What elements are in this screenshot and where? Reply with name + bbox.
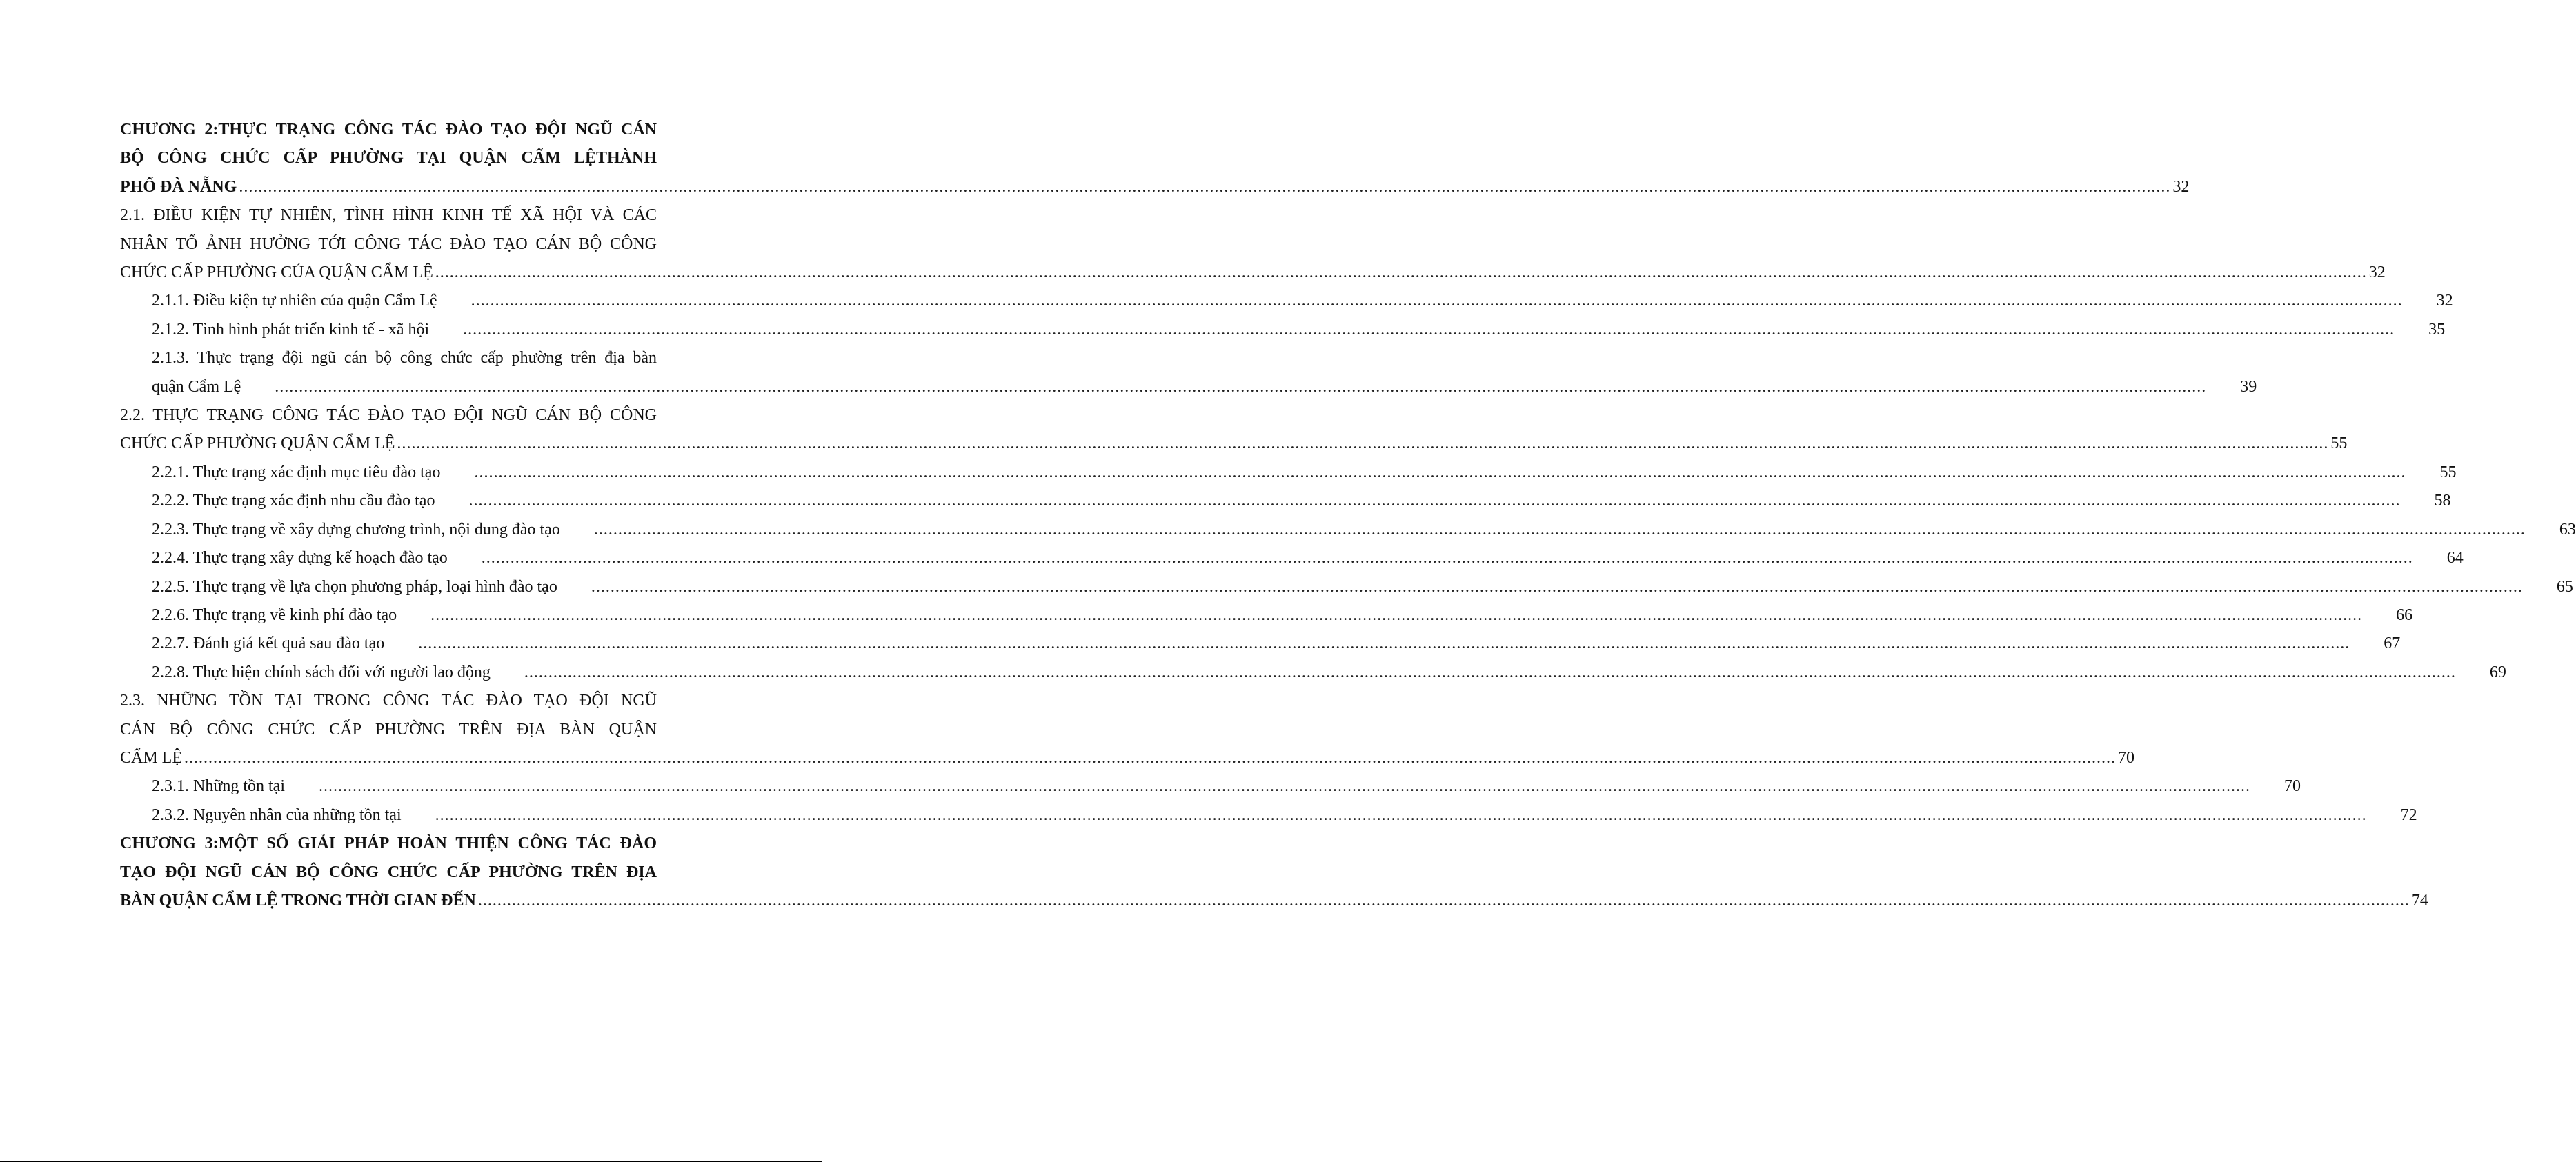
toc-entry-title: 2.2.4. Thực trạng xây dựng kế hoạch đào tạo — [152, 549, 448, 568]
toc-page-number: 63 — [2559, 520, 2576, 539]
toc-entry-final-line — [120, 316, 2446, 344]
toc-entry-text-line: 2.2. THỰC TRẠNG CÔNG TÁC ĐÀO TẠO ĐỘI NGŨ CÁN BỘ CÔNG — [120, 406, 657, 425]
dot-leader: ................................................................................................................................................................................................................................................................................................................................................................................................................ — [524, 663, 2456, 681]
toc-entry-title: 2.2.6. Thực trạng về kinh phí đào tạo — [152, 605, 397, 624]
toc-entry[interactable] — [120, 516, 2576, 544]
dot-leader: ................................................................................................................................................................................................................................................................................................................................................................................................................ — [397, 434, 2329, 453]
toc-entry-text-line: 2.1. ĐIỀU KIỆN TỰ NHIÊN, TÌNH HÌNH KINH TẾ XÃ HỘI VÀ CÁC — [120, 206, 657, 225]
toc-page-number: 74 — [2411, 891, 2428, 910]
toc-entry-title: 2.3.2. Nguyên nhân của những tồn tại — [152, 805, 402, 824]
toc-entry-final-line — [120, 487, 2451, 515]
toc-entry-text-line: NHÂN TỐ ẢNH HƯỞNG TỚI CÔNG TÁC ĐÀO TẠO CÁN BỘ CÔNG — [120, 234, 657, 253]
table-of-contents — [120, 116, 2576, 915]
toc-entry-text-line: CÁN BỘ CÔNG CHỨC CẤP PHƯỜNG TRÊN ĐỊA BÀN QUẬN — [120, 720, 657, 739]
toc-entry[interactable] — [120, 201, 2386, 287]
dot-leader: ................................................................................................................................................................................................................................................................................................................................................................................................................ — [481, 549, 2413, 568]
toc-entry[interactable] — [120, 487, 2451, 515]
toc-entry-title: 2.1.2. Tình hình phát triển kinh tế - xã hội — [152, 320, 430, 339]
toc-entry[interactable] — [120, 801, 2417, 830]
toc-page-number: 72 — [2400, 805, 2417, 824]
toc-page-number: 55 — [2439, 463, 2457, 481]
toc-entry-final-line — [120, 259, 2386, 287]
toc-entry-title: 2.1.1. Điều kiện tự nhiên của quận Cẩm Lệ — [152, 292, 437, 310]
toc-entry-title: quận Cẩm Lệ — [152, 377, 241, 396]
toc-entry-text-line: CHƯƠNG 2:THỰC TRẠNG CÔNG TÁC ĐÀO TẠO ĐỘI NGŨ CÁN — [120, 121, 657, 139]
toc-entry[interactable] — [120, 772, 2301, 801]
toc-page-number: 70 — [2284, 777, 2301, 796]
toc-entry-text-line: TẠO ĐỘI NGŨ CÁN BỘ CÔNG CHỨC CẤP PHƯỜNG TRÊN ĐỊA — [120, 863, 657, 881]
dot-leader: ................................................................................................................................................................................................................................................................................................................................................................................................................ — [435, 263, 2367, 282]
toc-entry-final-line — [120, 887, 2428, 915]
toc-page-number: 67 — [2384, 634, 2401, 653]
toc-entry[interactable] — [120, 659, 2506, 687]
toc-entry-final-line — [120, 459, 2457, 487]
dot-leader: ................................................................................................................................................................................................................................................................................................................................................................................................................ — [468, 492, 2401, 510]
toc-page-number: 35 — [2428, 320, 2446, 339]
toc-entry-title: 2.2.7. Đánh giá kết quả sau đào tạo — [152, 634, 385, 653]
dot-leader: ................................................................................................................................................................................................................................................................................................................................................................................................................ — [463, 320, 2395, 339]
dot-leader: ................................................................................................................................................................................................................................................................................................................................................................................................................ — [470, 292, 2403, 310]
dot-leader: ................................................................................................................................................................................................................................................................................................................................................................................................................ — [184, 748, 2116, 767]
toc-entry-final-line — [120, 801, 2417, 830]
toc-entry-final-line — [120, 630, 2401, 658]
toc-entry[interactable] — [120, 573, 2573, 601]
toc-entry-title: PHỐ ĐÀ NẴNG — [120, 177, 237, 196]
toc-page-number: 69 — [2489, 663, 2506, 681]
toc-entry-title: 2.2.8. Thực hiện chính sách đối với người lao động — [152, 663, 491, 681]
toc-page-number: 70 — [2118, 748, 2134, 767]
toc-entry-title: BÀN QUẬN CẨM LỆ TRONG THỜI GIAN ĐẾN — [120, 891, 476, 910]
toc-entry[interactable] — [120, 116, 2190, 201]
toc-entry[interactable] — [120, 344, 2257, 401]
toc-entry-final-line — [120, 287, 2453, 315]
toc-page-number: 58 — [2434, 492, 2451, 510]
toc-entry-title: 2.2.5. Thực trạng về lựa chọn phương pháp, loại hình đào tạo — [152, 577, 557, 596]
toc-entry-text-line: 2.1.3. Thực trạng đội ngũ cán bộ công chức cấp phường trên địa bàn — [152, 349, 657, 368]
toc-entry-final-line — [120, 659, 2506, 687]
toc-entry-title: CẨM LỆ — [120, 748, 182, 767]
dot-leader: ................................................................................................................................................................................................................................................................................................................................................................................................................ — [239, 177, 2171, 196]
toc-entry[interactable] — [120, 601, 2413, 630]
toc-page-number: 32 — [2172, 177, 2190, 196]
toc-entry[interactable] — [120, 630, 2401, 658]
toc-entry-final-line — [120, 544, 2464, 572]
toc-entry[interactable] — [120, 459, 2457, 487]
dot-leader: ................................................................................................................................................................................................................................................................................................................................................................................................................ — [275, 377, 2207, 396]
toc-entry-text-line: 2.3. NHỮNG TỒN TẠI TRONG CÔNG TÁC ĐÀO TẠO ĐỘI NGŨ — [120, 692, 657, 710]
toc-entry-title: CHỨC CẤP PHƯỜNG QUẬN CẨM LỆ — [120, 434, 395, 453]
toc-page-number: 55 — [2330, 434, 2348, 453]
toc-entry-final-line — [120, 573, 2573, 601]
toc-entry[interactable] — [120, 544, 2464, 572]
dot-leader: ................................................................................................................................................................................................................................................................................................................................................................................................................ — [319, 777, 2250, 796]
toc-page-number: 32 — [2368, 263, 2386, 282]
toc-page-number: 32 — [2436, 292, 2453, 310]
dot-leader: ................................................................................................................................................................................................................................................................................................................................................................................................................ — [593, 520, 2526, 539]
toc-page-number: 39 — [2240, 377, 2257, 396]
toc-entry-text-line: BỘ CÔNG CHỨC CẤP PHƯỜNG TẠI QUẬN CẨM LỆTHÀNH — [120, 149, 657, 168]
dot-leader: ................................................................................................................................................................................................................................................................................................................................................................................................................ — [477, 891, 2410, 910]
dot-leader: ................................................................................................................................................................................................................................................................................................................................................................................................................ — [430, 605, 2363, 624]
toc-entry[interactable] — [120, 687, 2134, 772]
dot-leader: ................................................................................................................................................................................................................................................................................................................................................................................................................ — [435, 805, 2367, 824]
toc-entry-final-line — [120, 373, 2257, 401]
dot-leader: ................................................................................................................................................................................................................................................................................................................................................................................................................ — [418, 634, 2350, 653]
toc-entry-final-line — [120, 430, 2348, 458]
toc-page-number: 65 — [2556, 577, 2573, 596]
toc-entry[interactable] — [120, 287, 2453, 315]
toc-entry-final-line — [120, 744, 2134, 772]
toc-entry[interactable] — [120, 401, 2348, 459]
toc-entry-text-line: CHƯƠNG 3:MỘT SỐ GIẢI PHÁP HOÀN THIỆN CÔNG TÁC ĐÀO — [120, 834, 657, 853]
toc-entry-final-line — [120, 601, 2413, 630]
toc-entry[interactable] — [120, 830, 2428, 915]
toc-entry-final-line — [120, 772, 2301, 801]
toc-entry-title: CHỨC CẤP PHƯỜNG CỦA QUẬN CẨM LỆ — [120, 263, 433, 282]
toc-entry-final-line — [120, 516, 2576, 544]
toc-page-number: 64 — [2446, 549, 2464, 568]
toc-entry-title: 2.2.1. Thực trạng xác định mục tiêu đào tạo — [152, 463, 441, 481]
toc-page-number: 66 — [2396, 605, 2413, 624]
dot-leader: ................................................................................................................................................................................................................................................................................................................................................................................................................ — [474, 463, 2406, 481]
toc-entry-title: 2.2.2. Thực trạng xác định nhu cầu đào tạo — [152, 492, 435, 510]
toc-entry-title: 2.3.1. Những tồn tại — [152, 777, 285, 796]
toc-entry-title: 2.2.3. Thực trạng về xây dựng chương trình, nội dung đào tạo — [152, 520, 560, 539]
dot-leader: ................................................................................................................................................................................................................................................................................................................................................................................................................ — [591, 577, 2523, 596]
toc-entry-final-line — [120, 173, 2190, 201]
toc-entry[interactable] — [120, 316, 2446, 344]
